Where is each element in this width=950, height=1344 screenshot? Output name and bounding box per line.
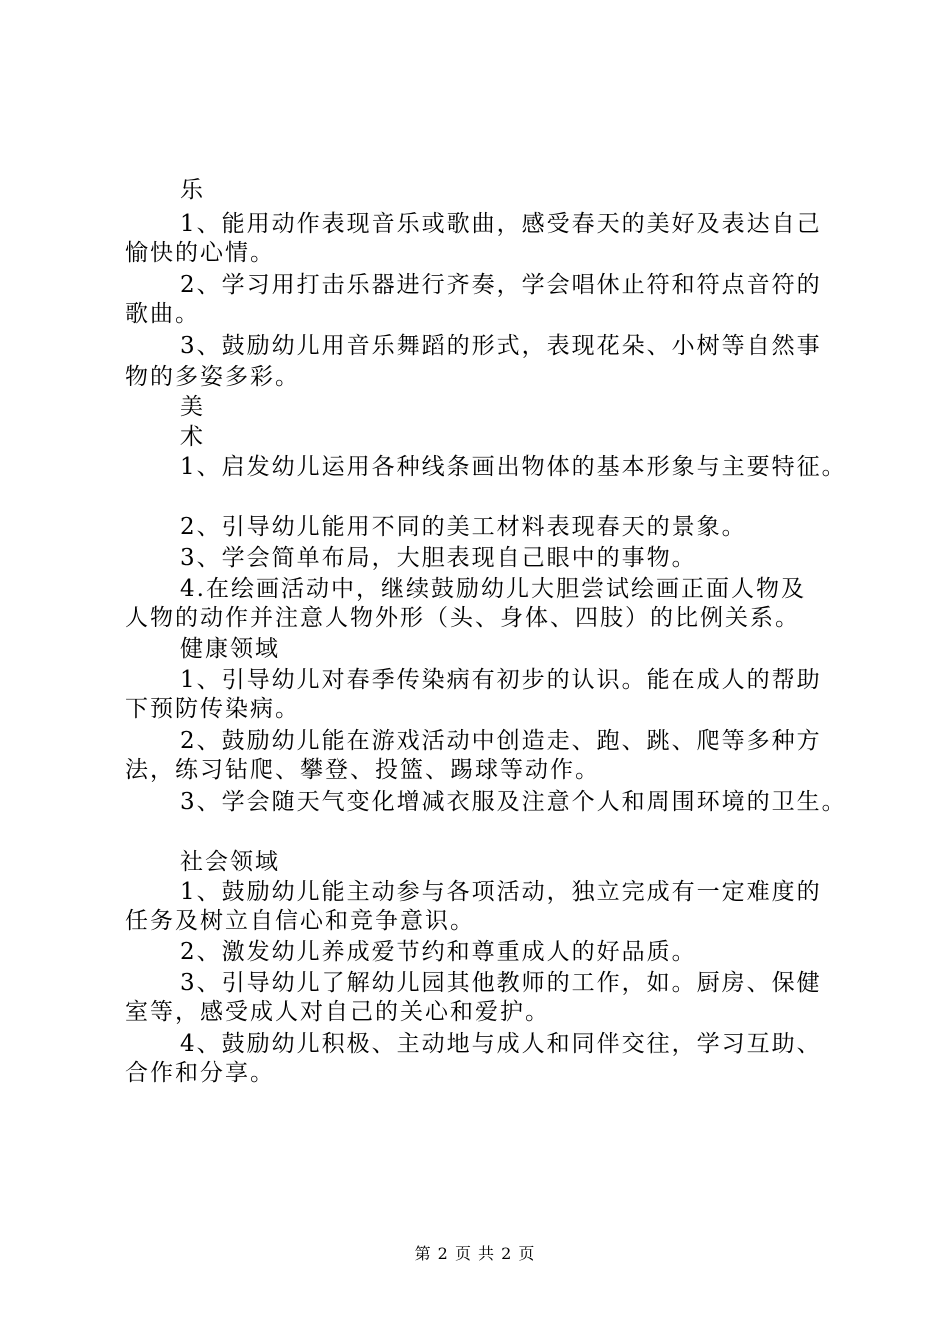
health-item-3: 3、学会随天气变化增减衣服及注意个人和周围环境的卫生。 bbox=[180, 789, 847, 815]
health-item-1: 1、引导幼儿对春季传染病有初步的认识。能在成人的帮助 bbox=[180, 667, 822, 693]
music-item-3: 3、鼓励幼儿用音乐舞蹈的形式，表现花朵、小树等自然事 bbox=[180, 333, 822, 359]
art-item-3: 3、学会简单布局，大胆表现自己眼中的事物。 bbox=[180, 545, 697, 571]
art-item-2: 2、引导幼儿能用不同的美工材料表现春天的景象。 bbox=[180, 514, 747, 540]
social-item-3: 3、引导幼儿了解幼儿园其他教师的工作，如。厨房、保健 bbox=[180, 970, 822, 996]
social-item-4-cont: 合作和分享。 bbox=[125, 1060, 275, 1086]
social-heading: 社会领域 bbox=[180, 849, 280, 875]
health-item-2-cont: 法，练习钻爬、攀登、投篮、踢球等动作。 bbox=[125, 757, 600, 783]
art-heading-1: 美 bbox=[180, 394, 205, 420]
health-item-1-cont: 下预防传染病。 bbox=[125, 696, 300, 722]
social-item-4: 4、鼓励幼儿积极、主动地与成人和同伴交往，学习互助、 bbox=[180, 1031, 822, 1057]
page-number-footer: 第 2 页 共 2 页 bbox=[414, 1244, 536, 1263]
art-item-4: 4.在绘画活动中，继续鼓励幼儿大胆尝试绘画正面人物及 bbox=[180, 576, 806, 602]
health-item-2: 2、鼓励幼儿能在游戏活动中创造走、跑、跳、爬等多种方 bbox=[180, 728, 822, 754]
art-item-4-cont: 人物的动作并注意人物外形（头、身体、四肢）的比例关系。 bbox=[125, 605, 800, 631]
music-item-2: 2、学习用打击乐器进行齐奏，学会唱休止符和符点音符的 bbox=[180, 272, 822, 298]
music-item-2-cont: 歌曲。 bbox=[125, 301, 200, 327]
social-item-3-cont: 室等，感受成人对自己的关心和爱护。 bbox=[125, 999, 550, 1025]
art-heading-2: 术 bbox=[180, 424, 205, 450]
music-item-3-cont: 物的多姿多彩。 bbox=[125, 364, 300, 390]
social-item-1-cont: 任务及树立自信心和竞争意识。 bbox=[125, 908, 475, 934]
social-item-2: 2、激发幼儿养成爱节约和尊重成人的好品质。 bbox=[180, 939, 697, 965]
art-item-1: 1、启发幼儿运用各种线条画出物体的基本形象与主要特征。 bbox=[180, 454, 847, 480]
music-item-1: 1、能用动作表现音乐或歌曲，感受春天的美好及表达自己 bbox=[180, 211, 822, 237]
music-heading: 乐 bbox=[180, 177, 205, 203]
music-item-1-cont: 愉快的心情。 bbox=[125, 240, 275, 266]
social-item-1: 1、鼓励幼儿能主动参与各项活动，独立完成有一定难度的 bbox=[180, 879, 822, 905]
health-heading: 健康领域 bbox=[180, 636, 280, 662]
